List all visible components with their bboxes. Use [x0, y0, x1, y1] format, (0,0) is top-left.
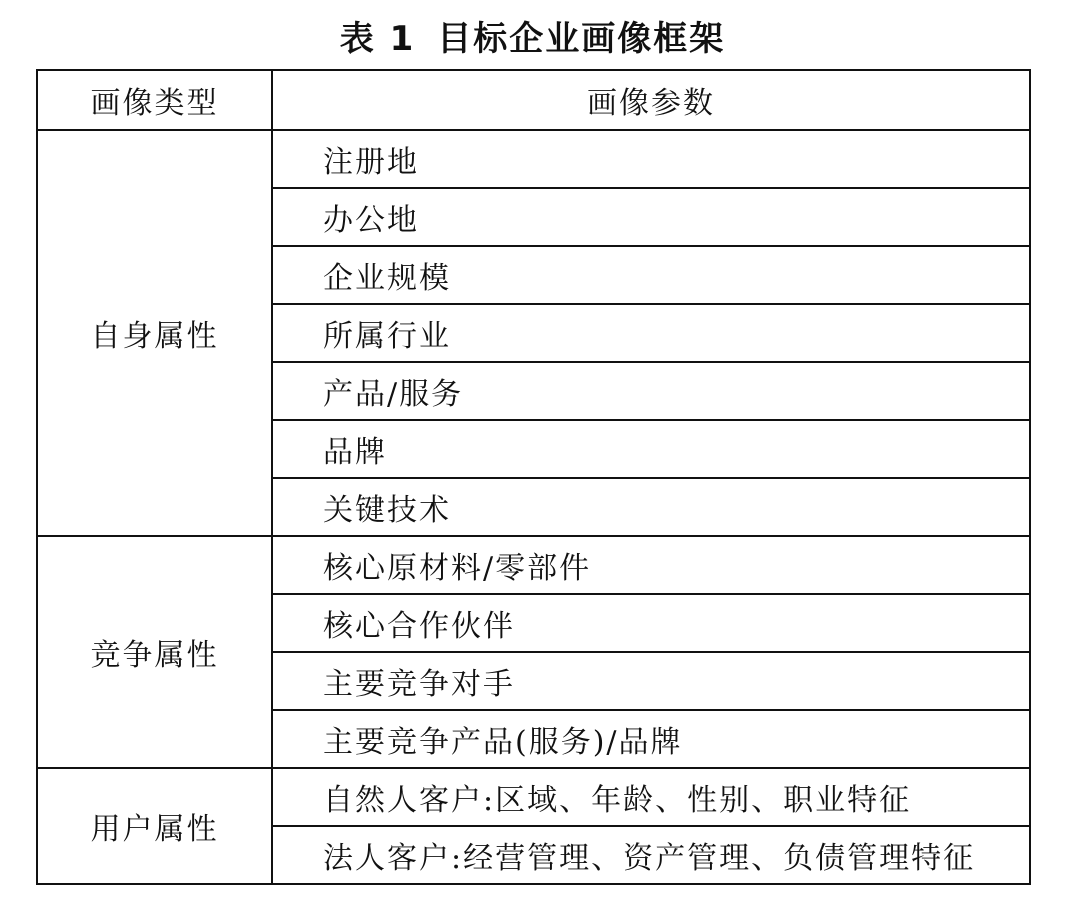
- param-cell: 品牌: [272, 420, 1030, 478]
- group-type-cell: 用户属性: [37, 768, 272, 884]
- table-row: [37, 536, 1030, 594]
- header-params: 画像参数: [272, 70, 1030, 130]
- param-cell: 关键技术: [272, 478, 1030, 536]
- param-cell: 主要竞争对手: [272, 652, 1030, 710]
- group-type-cell: 竞争属性: [37, 536, 272, 768]
- param-cell: 办公地: [272, 188, 1030, 246]
- table-number: 表 1: [339, 19, 416, 59]
- param-cell: 法人客户:经营管理、资产管理、负债管理特征: [272, 826, 1030, 884]
- param-cell: 产品/服务: [272, 362, 1030, 420]
- param-cell: 自然人客户:区域、年龄、性别、职业特征: [272, 768, 1030, 826]
- header-type: 画像类型: [37, 70, 272, 130]
- param-cell: 所属行业: [272, 304, 1030, 362]
- group-type-cell: 自身属性: [37, 130, 272, 536]
- table-row: [37, 768, 1030, 826]
- header-row: [37, 70, 1030, 130]
- table-caption: 目标企业画像框架: [437, 19, 726, 59]
- param-cell: 核心原材料/零部件: [272, 536, 1030, 594]
- param-cell: 主要竞争产品(服务)/品牌: [272, 710, 1030, 768]
- param-cell: 注册地: [272, 130, 1030, 188]
- param-cell: 核心合作伙伴: [272, 594, 1030, 652]
- table-title: [0, 14, 1065, 64]
- table-row: [37, 130, 1030, 188]
- param-cell: 企业规模: [272, 246, 1030, 304]
- portrait-framework-table: [36, 69, 1031, 885]
